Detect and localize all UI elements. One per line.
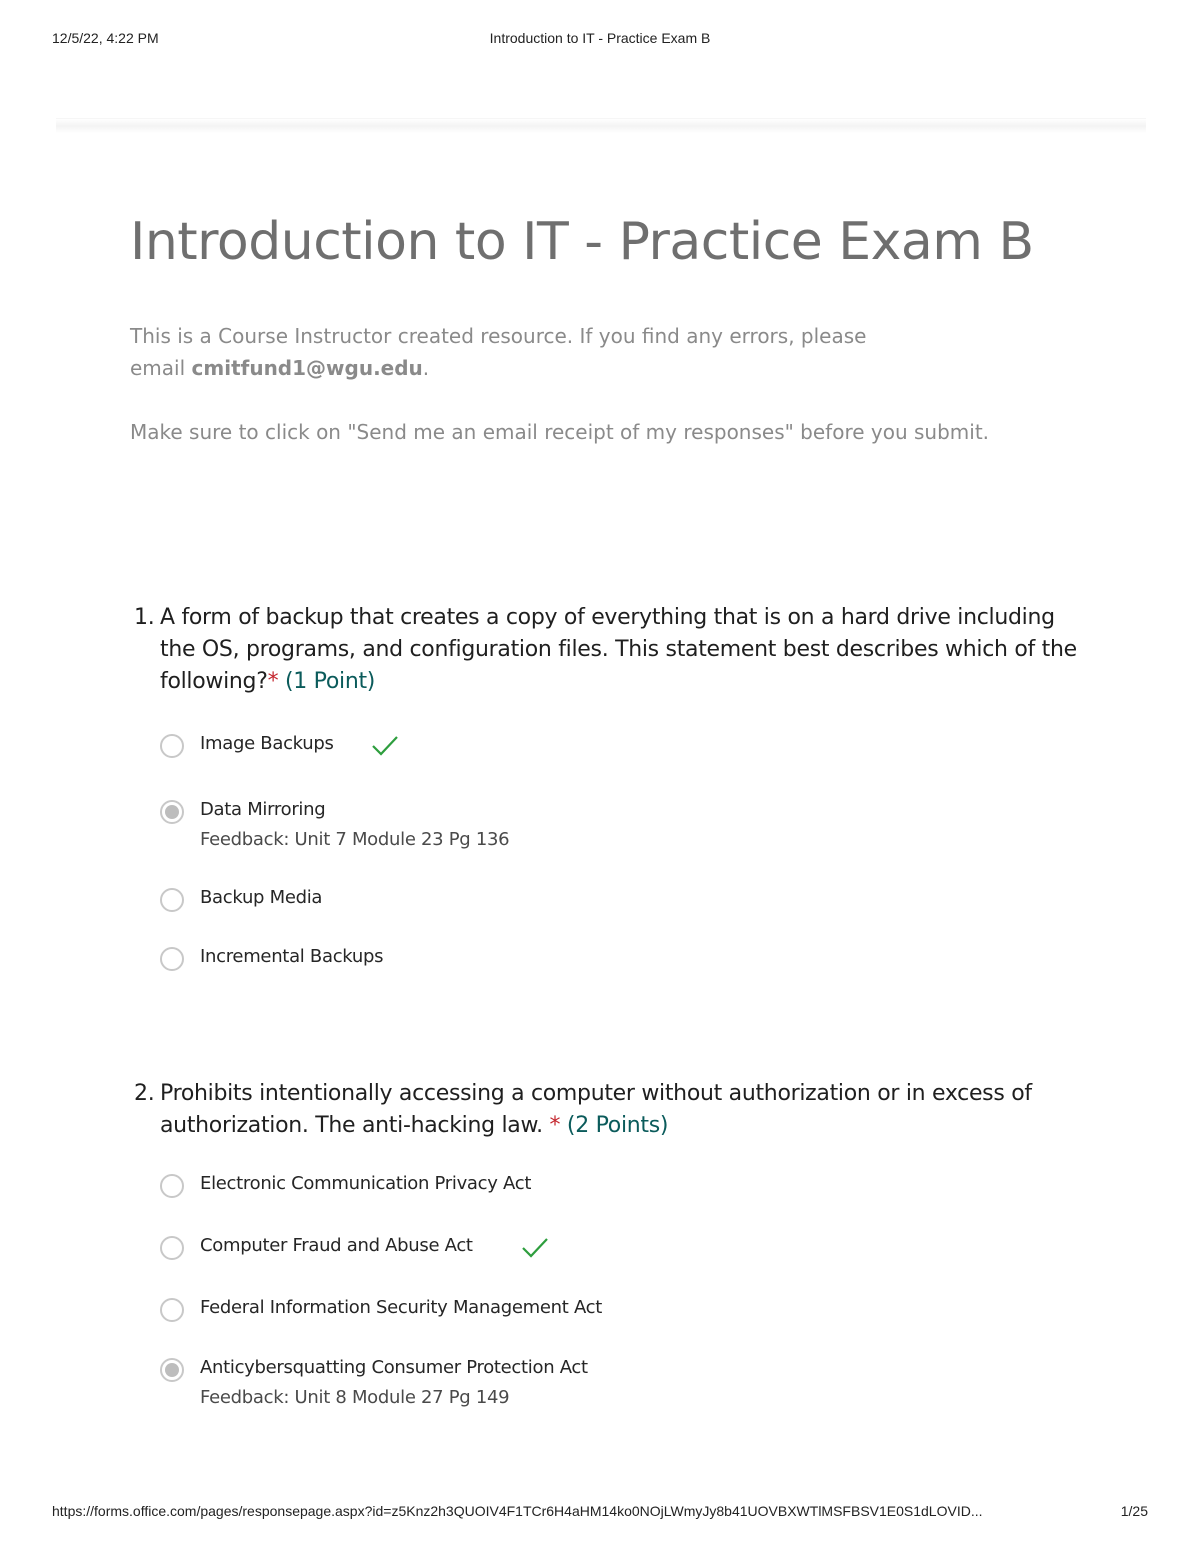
radio-button[interactable] [160, 1236, 184, 1260]
description-line1: This is a Course Instructor created resource. If you find any errors, please [130, 324, 867, 348]
question-points: (2 Points) [566, 1113, 669, 1138]
option-label: Data Mirroring [200, 799, 326, 820]
print-title: Introduction to IT - Practice Exam B [489, 30, 711, 46]
form-top-divider [56, 118, 1146, 133]
check-icon [520, 1235, 550, 1261]
print-header [52, 30, 1148, 50]
option-label: Computer Fraud and Abuse Act [200, 1235, 473, 1256]
option-feedback: Feedback: Unit 7 Module 23 Pg 136 [200, 829, 510, 850]
radio-button[interactable] [160, 947, 184, 971]
option-label: Electronic Communication Privacy Act [200, 1173, 532, 1194]
contact-email: cmitfund1@wgu.edu [191, 356, 423, 380]
print-footer [52, 1503, 1148, 1523]
question-2 [134, 1078, 1094, 1408]
radio-button-selected[interactable] [160, 800, 184, 824]
question-text: Prohibits intentionally accessing a computer without authorization or in excess of authorization. The anti-hacking law. [160, 1081, 1032, 1138]
radio-button[interactable] [160, 888, 184, 912]
form-title: Introduction to IT - Practice Exam B [130, 212, 1034, 272]
question-number: 2. [134, 1081, 155, 1106]
question-text: A form of backup that creates a copy of everything that is on a hard drive including the OS, programs, and configuration files. This statement best describes which of the following? [160, 605, 1077, 694]
option-label: Backup Media [200, 887, 323, 908]
required-mark: * [267, 669, 279, 694]
radio-button[interactable] [160, 734, 184, 758]
form-description [130, 320, 1030, 448]
description-paragraph [130, 320, 1030, 384]
page-url: https://forms.office.com/pages/responsepage.aspx?id=z5Knz2h3QUOIV4F1TCr6H4aHM14ko0NOjLWmyJy8b41UOVBXWTlMSFBSV1E0S1dLOVID... [52, 1503, 983, 1519]
description-email-prefix: email [130, 356, 192, 380]
option-label: Image Backups [200, 733, 334, 754]
description-line2: Make sure to click on "Send me an email receipt of my responses" before you submit. [130, 420, 990, 444]
radio-button[interactable] [160, 1174, 184, 1198]
radio-button[interactable] [160, 1298, 184, 1322]
radio-button-selected[interactable] [160, 1358, 184, 1382]
question-1 [134, 602, 1094, 967]
question-header [134, 1078, 1094, 1142]
option-label: Incremental Backups [200, 946, 384, 967]
question-header [134, 602, 1094, 698]
check-icon [370, 733, 400, 759]
print-date: 12/5/22, 4:22 PM [52, 30, 159, 46]
page-number: 1/25 [1120, 1503, 1148, 1519]
required-mark: * [549, 1113, 561, 1138]
option-label: Anticybersquatting Consumer Protection Act [200, 1357, 588, 1378]
question-points: (1 Point) [285, 669, 376, 694]
option-feedback: Feedback: Unit 8 Module 27 Pg 149 [200, 1387, 510, 1408]
option-label: Federal Information Security Management Act [200, 1297, 602, 1318]
question-number: 1. [134, 605, 155, 630]
description-email-suffix: . [422, 356, 430, 380]
